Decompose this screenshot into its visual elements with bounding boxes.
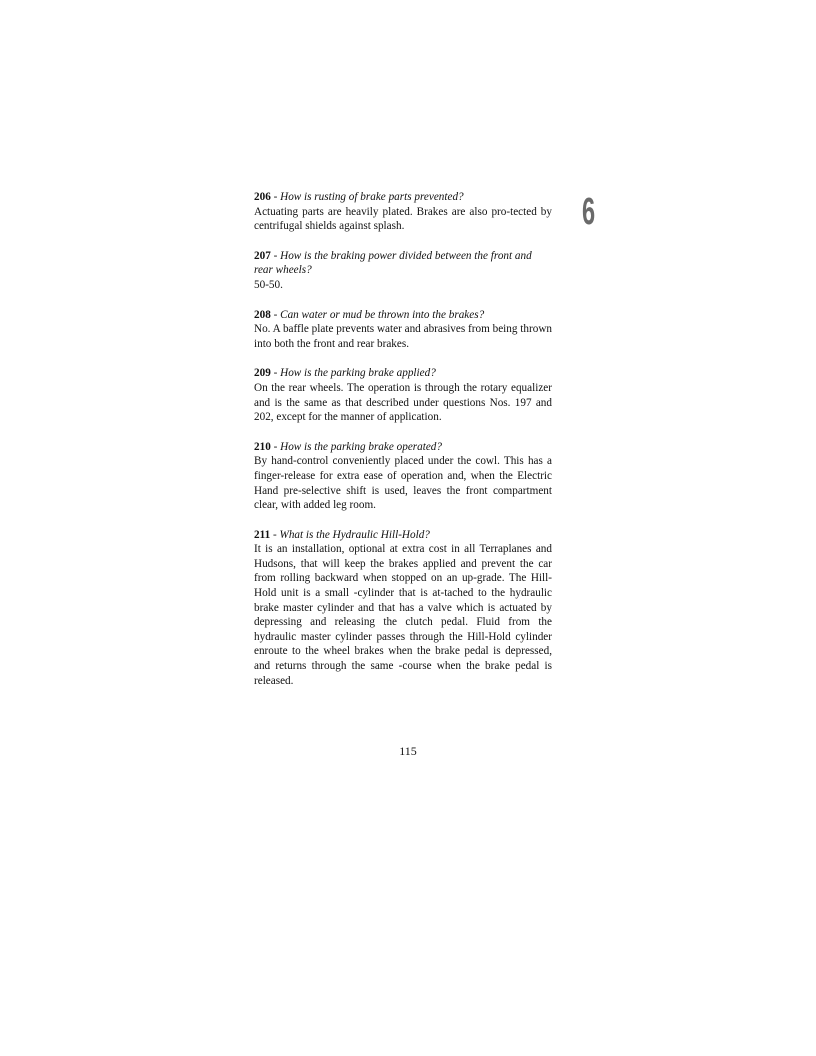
page-number: 115 xyxy=(399,744,417,758)
question-text: How is the braking power divided between the front and rear wheels? xyxy=(254,249,532,277)
question-line xyxy=(254,366,552,381)
question-separator: - xyxy=(270,528,280,541)
question-number: 210 xyxy=(254,440,271,453)
question-number: 208 xyxy=(254,308,271,321)
question-number: 206 xyxy=(254,191,271,203)
question-line xyxy=(254,249,552,278)
qa-entry xyxy=(254,440,552,513)
question-separator: - xyxy=(270,367,281,380)
question-line xyxy=(254,440,552,455)
question-separator: - xyxy=(270,440,281,453)
qa-entry xyxy=(254,308,552,352)
answer-text: 50-50. xyxy=(254,278,283,291)
answer-text: By hand-control conveniently placed under the cowl. This has a finger-release for extra ease of operation and, when the Electric Hand pre-selective shift is used, leaves the front compartment clear, with added leg room. xyxy=(254,455,552,512)
question-separator: - xyxy=(270,191,281,203)
qa-entry xyxy=(254,190,552,234)
question-text: How is the parking brake operated? xyxy=(280,440,442,453)
question-number: 211 xyxy=(254,528,271,541)
question-line xyxy=(254,308,552,323)
chapter-tab-number: 6 xyxy=(582,191,596,233)
qa-entry xyxy=(254,249,552,293)
question-number: 209 xyxy=(254,367,271,380)
question-separator: - xyxy=(270,249,281,262)
qa-entry xyxy=(254,528,552,689)
question-line xyxy=(254,528,552,543)
question-line xyxy=(254,190,552,205)
answer-text: No. A baffle plate prevents water and abrasives from being thrown into both the front and rear brakes. xyxy=(254,323,552,350)
question-text: How is the parking brake applied? xyxy=(280,367,436,380)
answer-text: On the rear wheels. The operation is through the rotary equalizer and is the same as that described under questions Nos. 197 and 202, except for the manner of application. xyxy=(254,381,552,424)
question-text: Can water or mud be thrown into the brakes? xyxy=(280,308,485,321)
question-separator: - xyxy=(270,308,281,321)
question-text: How is rusting of brake parts prevented? xyxy=(280,191,464,203)
answer-text: Actuating parts are heavily plated. Brakes are also pro-tected by centrifugal shields against splash. xyxy=(254,205,552,233)
question-number: 207 xyxy=(254,249,271,262)
answer-text: It is an installation, optional at extra cost in all Terraplanes and Hudsons, that will keep the brakes applied and prevent the car from rolling backward when stopped on an up-grade. The Hill-Hold unit is a small -cylinder that is at-tached to the hydraulic brake master cylinder and that has a valve which is actuated by depressing and releasing the clutch pedal. Fluid from the hydraulic master cylinder passes through the Hill-Hold cylinder enroute to the wheel brakes when the brake pedal is depressed, and returns through the same -course when the brake pedal is released. xyxy=(254,543,552,687)
qa-entry xyxy=(254,366,552,424)
question-text: What is the Hydraulic Hill-Hold? xyxy=(279,528,430,541)
qa-column xyxy=(254,190,552,703)
